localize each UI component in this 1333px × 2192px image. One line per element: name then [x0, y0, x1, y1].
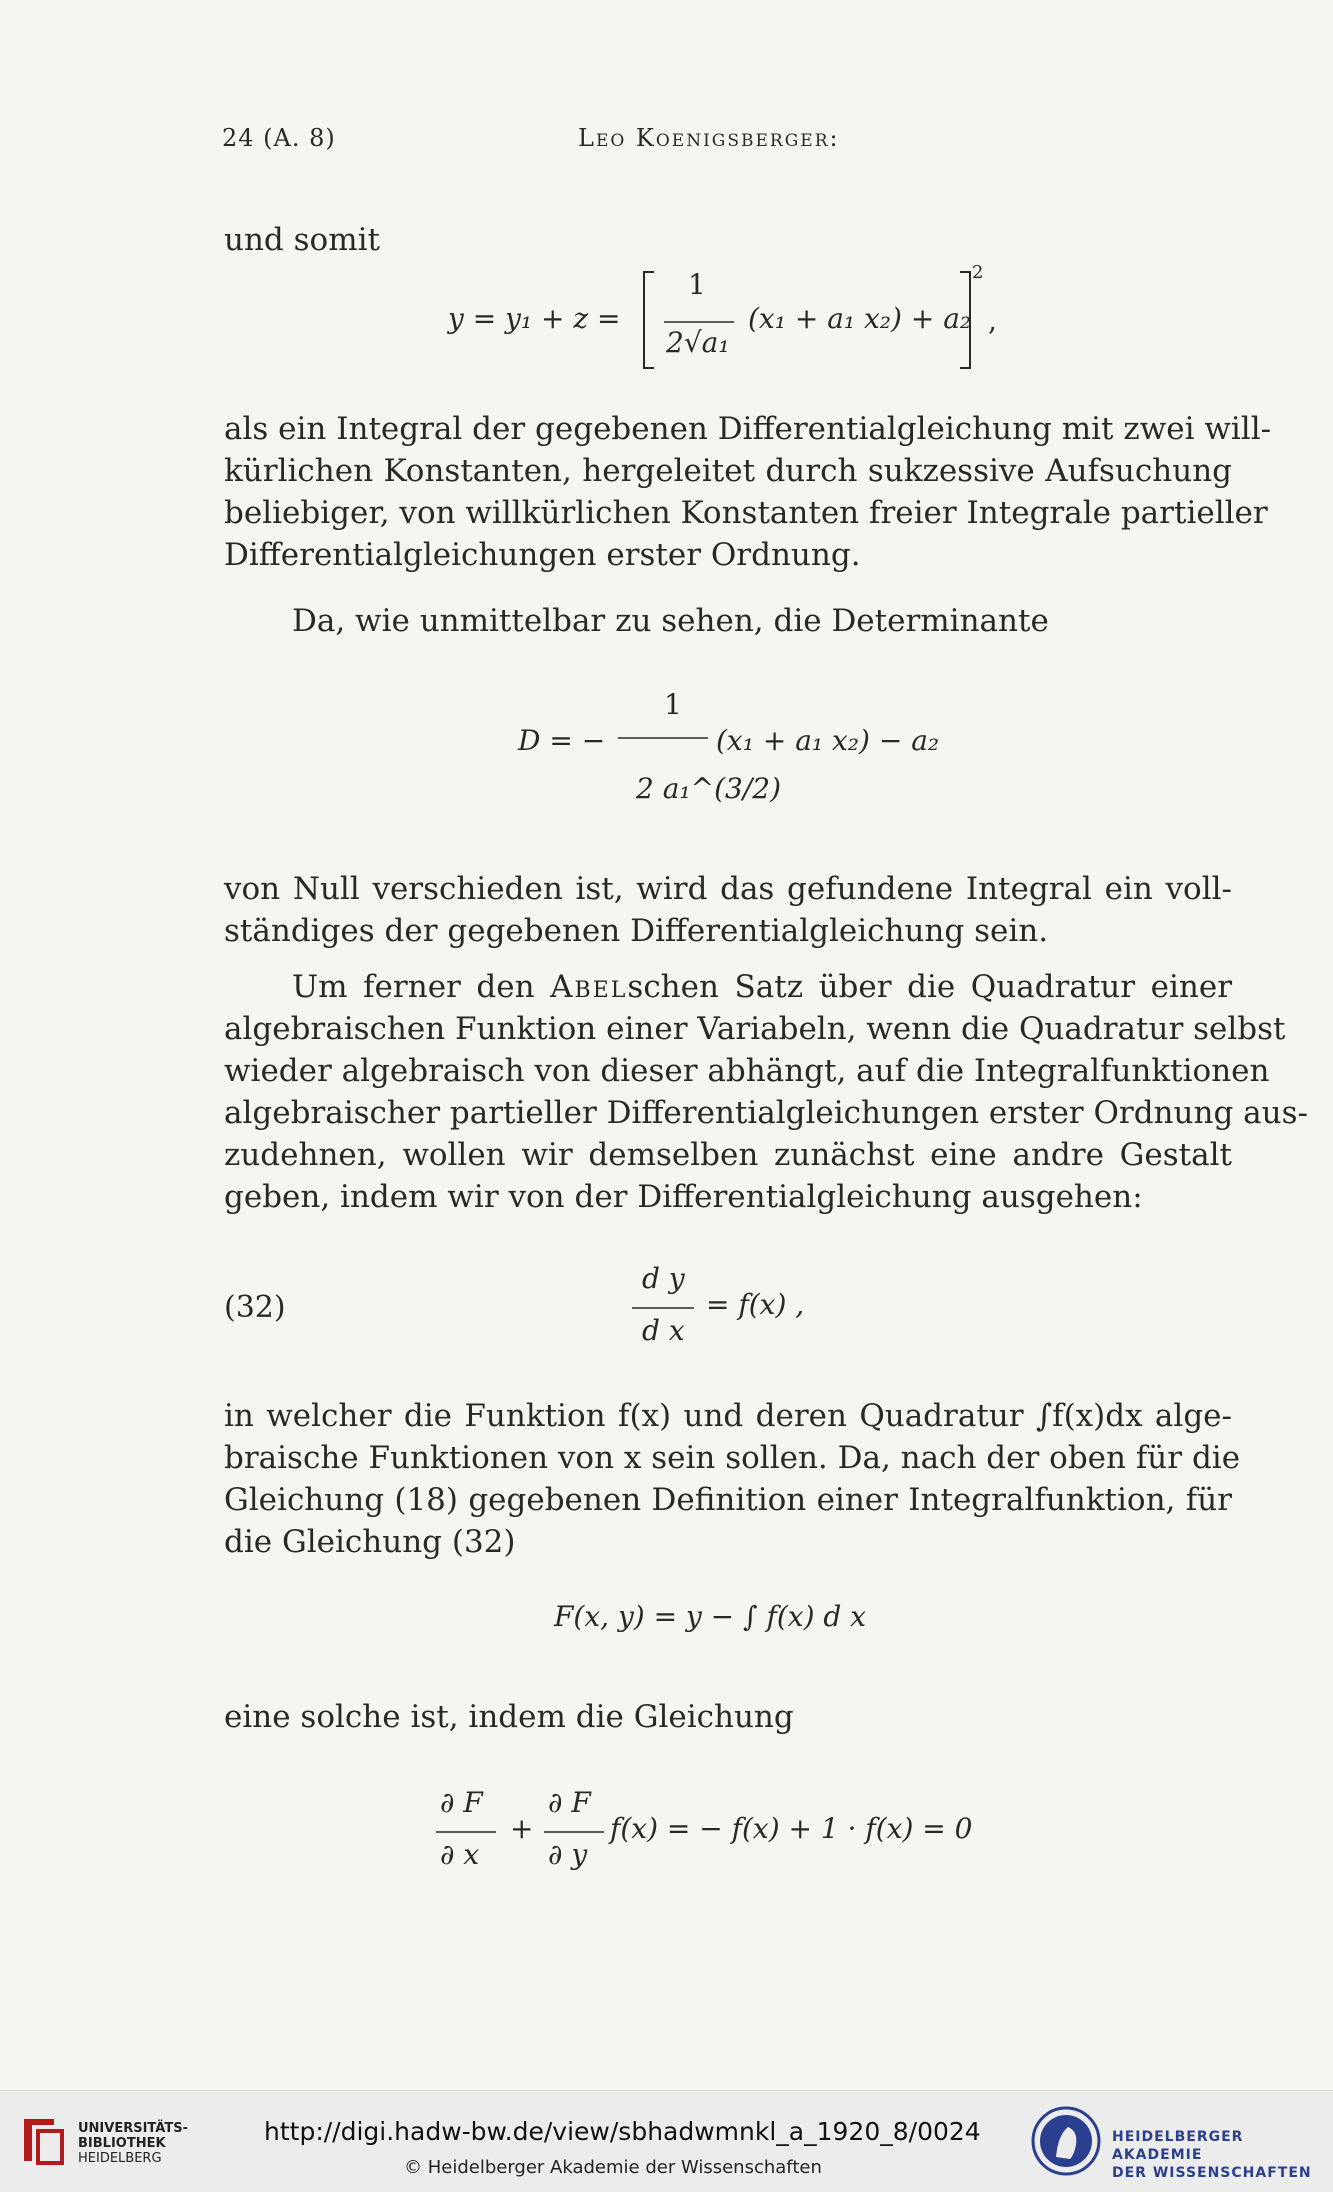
academy-seal-icon	[1030, 2105, 1102, 2177]
fraction-bar	[544, 1830, 606, 1834]
fraction-bar	[618, 736, 708, 740]
academy-name: HEIDELBERGER AKADEMIE DER WISSENSCHAFTEN	[1112, 2129, 1312, 2181]
paragraph-abel: Um ferner den Abelschen Satz über die Quadratur einer algebraischen Funktion einer Variabeln, wenn die Quadratur selbst wieder algebraisch von dieser abhängt, auf die Integralfunktionen algebraischer partieller Differentialgleichungen erster Ordnung aus- zudehnen, wollen wir demselben zunächst eine andre Gestalt geben, indem wir von der Differentialgleichung ausgehen:	[224, 969, 1308, 1215]
paragraph-determinante: Da, wie unmittelbar zu sehen, die Determinante	[292, 603, 1049, 639]
library-logo-icon	[14, 2113, 70, 2169]
fraction-bar	[436, 1830, 498, 1834]
paragraph-funktion: in welcher die Funktion f(x) und deren Quadratur ∫f(x)dx alge- braische Funktionen von x sein sollen. Da, nach der oben für die Gleichung (18) gegebenen Definition einer Integralfunktion, für die Gleichung (32)	[224, 1398, 1241, 1560]
paragraph-null: von Null verschieden ist, wird das gefundene Integral ein voll- ständiges der gegebenen Differentialgleichung sein.	[224, 871, 1232, 949]
library-name: UNIVERSITÄTS- BIBLIOTHEK HEIDELBERG	[78, 2121, 188, 2166]
page-number: 24 (A. 8)	[222, 124, 336, 152]
paragraph-integral: als ein Integral der gegebenen Differentialgleichung mit zwei will- kürlichen Konstanten, hergeleitet durch sukzessive Aufsuchung beliebiger, von willkürlichen Konstanten freier Integrale partieller Differentialgleichungen erster Ordnung.	[224, 411, 1272, 573]
paragraph-solche: eine solche ist, indem die Gleichung	[224, 1699, 794, 1735]
footer-bar	[0, 2090, 1333, 2192]
running-header	[222, 124, 872, 158]
page-url-link[interactable]: http://digi.hadw-bw.de/view/sbhadwmnkl_a_1920_8/0024	[264, 2117, 981, 2146]
equation-number-32: (32)	[224, 1290, 286, 1325]
copyright-notice: © Heidelberger Akademie der Wissenschaften	[404, 2157, 822, 2178]
equation-partial: ∂ F ∂ x + ∂ F ∂ y f(x) = − f(x) + 1 · f(x) = 0	[436, 1786, 1056, 1886]
equation-y: y = y₁ + z = 1 2√a₁ (x₁ + a₁ x₂) + a₂ 2 ,	[448, 262, 1008, 377]
equation-F: F(x, y) = y − ∫ f(x) d x	[554, 1600, 867, 1633]
equation-determinant: D = − 1 2 a₁^(3/2) (x₁ + a₁ x₂) − a₂	[518, 688, 940, 805]
paragraph-und-somit: und somit	[224, 222, 380, 258]
running-title: Leo Koenigsberger:	[578, 124, 840, 152]
fraction-bar	[632, 1306, 694, 1310]
equation-32: d y d x = f(x) ,	[630, 1262, 870, 1362]
